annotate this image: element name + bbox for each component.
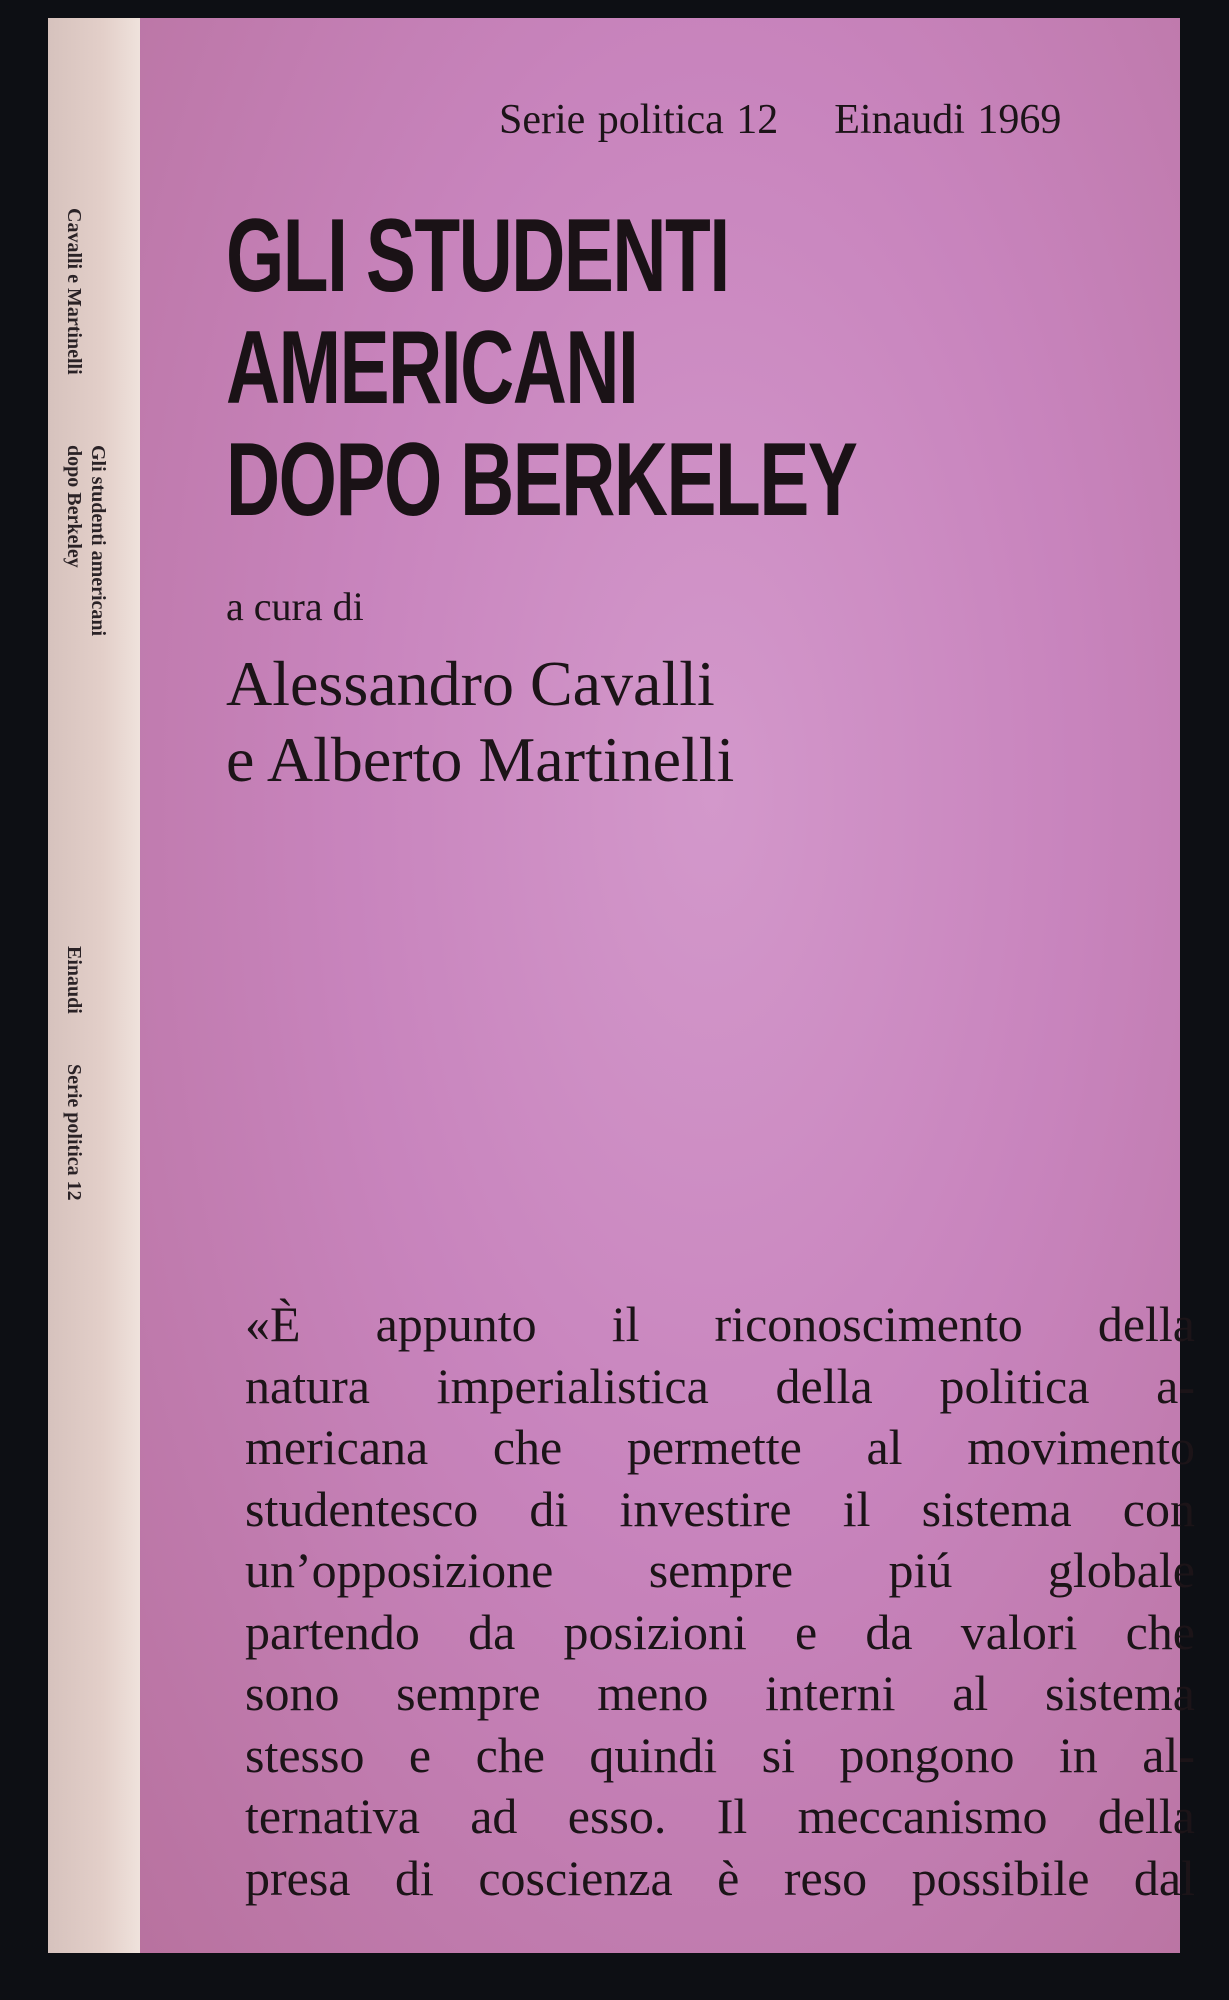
quote-line: presa di coscienza è reso possibile dal (245, 1849, 1195, 1906)
spine-title-line: Gli studenti americani (87, 444, 109, 636)
spine-publisher: Einaudi (63, 945, 85, 1014)
spine-title (62, 445, 110, 636)
quote-line: partendo da posizioni e da valori che (245, 1603, 1195, 1660)
quote-line: studentesco di investire il sistema con (245, 1480, 1195, 1537)
book-spine (48, 18, 142, 1953)
quote-line: ternativa ad esso. Il meccanismo della (245, 1788, 1195, 1844)
book (48, 18, 1195, 1953)
quote-line: natura imperialistica della politica a- (245, 1357, 1195, 1414)
series-line (499, 96, 1061, 144)
edited-by-label: a cura di (226, 584, 364, 629)
series-label: Serie politica 12 (499, 97, 779, 143)
spine-text (62, 208, 110, 1200)
spine-title-line: dopo Berkeley (63, 444, 85, 568)
book-title (226, 200, 856, 536)
cover-quote (245, 1294, 1195, 1909)
quote-line: sono sempre meno interni al sistema (245, 1665, 1195, 1721)
title-line: AMERICANI (226, 310, 638, 426)
title-line: DOPO BERKELEY (226, 422, 857, 538)
quote-line: stesso e che quindi si pongono in al- (245, 1726, 1195, 1783)
editor-name: Alessandro Cavalli (226, 648, 715, 719)
front-cover (140, 18, 1195, 1953)
quote-line: «È appunto il riconoscimento della (245, 1296, 1195, 1352)
publisher-year: Einaudi 1969 (834, 97, 1062, 143)
editors (226, 646, 734, 798)
spine-series: Serie politica 12 (63, 1063, 85, 1201)
editor-name: e Alberto Martinelli (226, 724, 735, 795)
quote-line: mericana che permette al movimento (245, 1419, 1195, 1475)
spine-authors: Cavalli e Martinelli (63, 208, 85, 375)
quote-line: un’opposizione sempre piú globale (245, 1542, 1195, 1598)
title-line: GLI STUDENTI (226, 198, 729, 314)
